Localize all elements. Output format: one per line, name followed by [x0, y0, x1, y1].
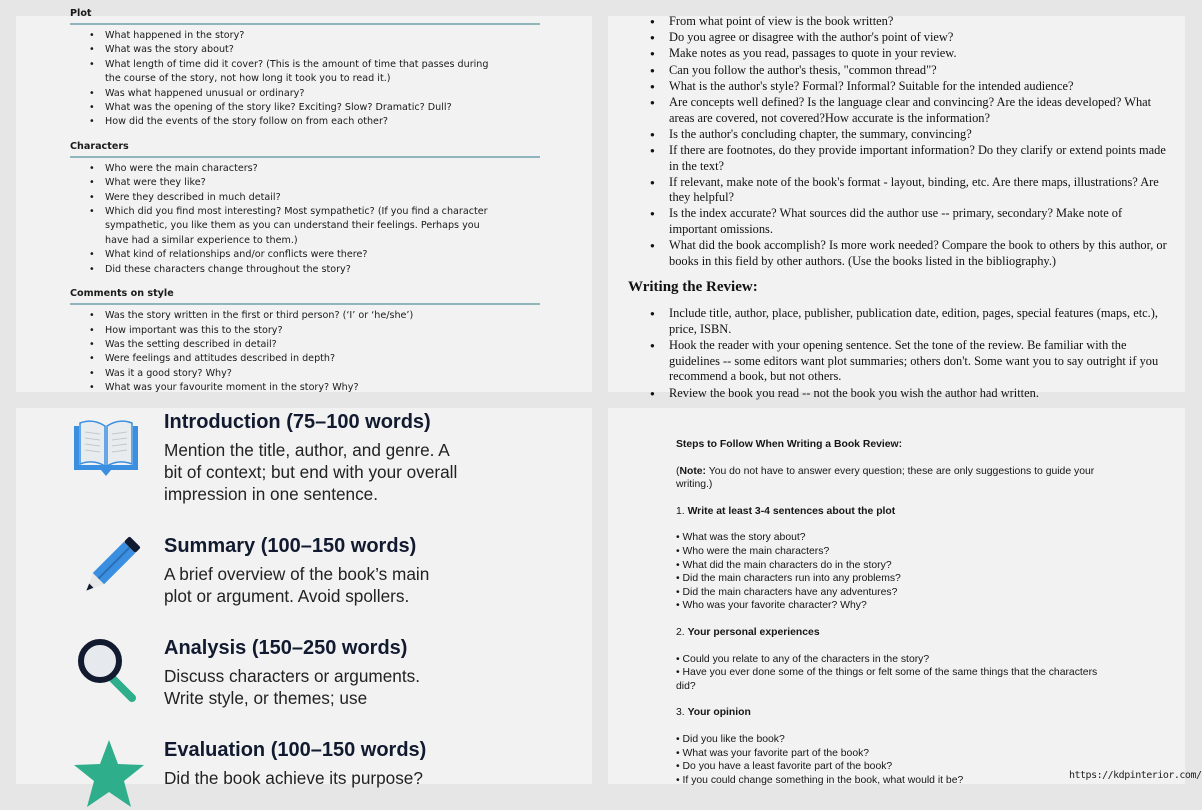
watermark: https://kdpinterior.com/	[1069, 770, 1202, 781]
spacer	[676, 693, 1116, 706]
document-title: Steps to Follow When Writing a Book Review:	[676, 439, 903, 450]
review-list	[608, 306, 1169, 401]
open-book-icon	[71, 418, 141, 478]
list-item: ● Include title, author, place, publisher, publication date, edition, pages, special features (maps, etc.), price, ISBN.	[669, 306, 1169, 337]
note-label: Note:	[679, 465, 707, 477]
list-item: • Did the main characters have any adventures?	[676, 586, 898, 598]
list-item: • What did the main characters do in the story?	[676, 559, 892, 571]
list-item-text: Did you like the book?	[682, 733, 785, 745]
list-item: ● If there are footnotes, do they provide important information? Do they clarify or extend points made in the text?	[669, 143, 1169, 174]
plot-characters-style-document	[16, 8, 592, 394]
list-item-text: What was the story about?	[682, 532, 806, 544]
list-item: • Were feelings and attitudes described in depth?	[105, 352, 505, 366]
note-paren: (	[676, 465, 680, 477]
section-heading	[676, 706, 1116, 720]
star-icon	[74, 740, 144, 810]
list-item: • Was the story written in the first or third person? (‘I’ or ‘he/she’)	[105, 309, 505, 323]
list-item: • Was what happened unusual or ordinary?	[105, 87, 505, 101]
list-item: ● If relevant, make note of the book's format - layout, binding, etc. Are there maps, illustrations? Are they helpful?	[669, 175, 1169, 206]
document-section	[16, 141, 540, 277]
step-body: Mention the title, author, and genre. A bit of context; but end with your overall impression in one sentence.	[164, 440, 458, 504]
list-item: • Did these characters change throughout the story?	[105, 263, 505, 277]
list-item: • What happened in the story?	[105, 29, 505, 43]
step-analysis	[164, 636, 449, 709]
list-item: • Who were the main characters?	[676, 545, 830, 557]
list-item: • Who was your favorite character? Why?	[676, 600, 867, 612]
list-item: ● From what point of view is the book written?	[669, 14, 1169, 30]
list-item: • Were they described in much detail?	[105, 191, 505, 205]
section-number: 2.	[676, 626, 685, 638]
section-heading	[676, 505, 1116, 519]
list-item: • Could you relate to any of the characters in the story?	[676, 653, 930, 665]
list-item-text: Have you ever done some of the things or felt some of the same things that the characters did?	[676, 667, 1098, 692]
section-heading	[676, 626, 1116, 640]
bullet-list	[16, 162, 505, 277]
note	[676, 465, 1116, 492]
spacer	[676, 613, 1116, 626]
list-item: • What was the story about?	[676, 532, 806, 544]
step-title: Introduction (75–100 words)	[164, 411, 431, 433]
review-structure-infographic	[16, 408, 592, 788]
step-introduction	[164, 410, 464, 505]
section-title: Write at least 3-4 sentences about the plot	[687, 505, 896, 517]
step-body: A brief overview of the book’s main plot or argument. Avoid spollers.	[164, 564, 430, 606]
list-item: • How did the events of the story follow on from each other?	[105, 115, 505, 129]
list-item-text: Did the main characters run into any problems?	[682, 573, 901, 585]
section-heading: Comments on style	[70, 288, 540, 305]
list-item-text: Could you relate to any of the characters in the story?	[682, 653, 930, 665]
list-item-text: Did the main characters have any adventures?	[682, 586, 898, 598]
list-item: • Did the main characters run into any problems?	[676, 573, 901, 585]
spacer	[676, 492, 1116, 505]
list-item: • Was the setting described in detail?	[105, 338, 505, 352]
list-item: ● Are concepts well defined? Is the language clear and convincing? Are the ideas developed? What areas are covered, not covered?How accurate is the information?	[669, 95, 1169, 126]
step-body: Did the book achieve its purpose?	[164, 768, 423, 788]
list-item: ● Is the index accurate? What sources did the author use -- primary, secondary? Make note of important omissions.	[669, 206, 1169, 237]
list-item: • How important was this to the story?	[105, 324, 505, 338]
list-item: • What length of time did it cover? (This is the amount of time that passes during the course of the story, not how long it took you to read it.)	[105, 58, 505, 87]
list-item: • Do you have a least favorite part of the book?	[676, 761, 893, 773]
section-number: 1.	[676, 505, 685, 517]
pencil-icon	[74, 533, 144, 603]
list-item-text: If you could change something in the book, what would it be?	[682, 774, 964, 786]
bullet-list	[16, 309, 505, 395]
section-number: 3.	[676, 707, 685, 719]
list-item-text: What did the main characters do in the story?	[682, 559, 892, 571]
step-summary	[164, 534, 454, 607]
spacer	[676, 720, 1116, 733]
list-item: ● Is the author's concluding chapter, the summary, convincing?	[669, 127, 1169, 143]
list-item: ● Hook the reader with your opening sentence. Set the tone of the review. Be familiar with the guidelines -- some editors want plot summaries; others don't. Some want you to say outright if you recommend a book, but not others.	[669, 338, 1169, 385]
note-text: You do not have to answer every question; these are only suggestions to guide your writing.)	[676, 465, 1095, 491]
writing-review-heading: Writing the Review:	[628, 279, 758, 296]
step-body: Discuss characters or arguments. Write style, or themes; use	[164, 666, 420, 708]
list-item: • What was your favorite part of the book?	[676, 747, 870, 759]
review-questions-document	[608, 14, 1185, 400]
list-item: ● What is the author's style? Formal? Informal? Suitable for the intended audience?	[669, 79, 1169, 95]
list-item: • Have you ever done some of the things or felt some of the same things that the characters did?	[676, 667, 1098, 692]
list-item-text: Do you have a least favorite part of the book?	[682, 761, 893, 773]
step-evaluation	[164, 738, 464, 789]
list-item: • What was your favourite moment in the story? Why?	[105, 381, 505, 395]
list-item-text: What was your favorite part of the book?	[682, 747, 870, 759]
list-item: • Who were the main characters?	[105, 162, 505, 176]
document-section	[16, 8, 540, 130]
list-item: • Which did you find most interesting? Most sympathetic? (If you find a character sympathetic, you like them as you can understand their feelings. Perhaps you have had a similar experience to them.)	[105, 205, 505, 248]
list-item: • What was the opening of the story like? Exciting? Slow? Dramatic? Dull?	[105, 101, 505, 115]
magnifier-icon	[76, 636, 146, 706]
document-section	[16, 288, 540, 395]
list-item: • If you could change something in the book, what would it be?	[676, 774, 964, 786]
list-item: • What were they like?	[105, 176, 505, 190]
section-title: Your personal experiences	[687, 626, 820, 638]
list-item: ● What did the book accomplish? Is more work needed? Compare the book to others by this author, or books in this field by other authors. (Use the books listed in the bibliography.)	[669, 238, 1169, 269]
bullet-list	[16, 29, 505, 130]
section-heading: Characters	[70, 141, 540, 158]
list-item: • What kind of relationships and/or conflicts were there?	[105, 248, 505, 262]
steps-to-follow-document	[608, 408, 1202, 786]
step-title: Analysis (150–250 words)	[164, 637, 408, 659]
spacer	[676, 518, 1116, 531]
list-item: • Did you like the book?	[676, 733, 785, 745]
step-title: Evaluation (100–150 words)	[164, 739, 427, 761]
spacer	[676, 640, 1116, 653]
section-heading: Plot	[70, 8, 540, 25]
step-title: Summary (100–150 words)	[164, 535, 417, 557]
list-item: ● Review the book you read -- not the book you wish the author had written.	[669, 386, 1169, 402]
list-item: ● Make notes as you read, passages to quote in your review.	[669, 46, 1169, 62]
list-item: ● Can you follow the author's thesis, "common thread"?	[669, 63, 1169, 79]
question-list	[608, 14, 1169, 269]
list-item-text: Who was your favorite character? Why?	[682, 600, 867, 612]
list-item-text: Who were the main characters?	[682, 545, 830, 557]
list-item: • What was the story about?	[105, 43, 505, 57]
list-item: • Was it a good story? Why?	[105, 367, 505, 381]
list-item: ● Do you agree or disagree with the author's point of view?	[669, 30, 1169, 46]
section-title: Your opinion	[687, 707, 751, 719]
